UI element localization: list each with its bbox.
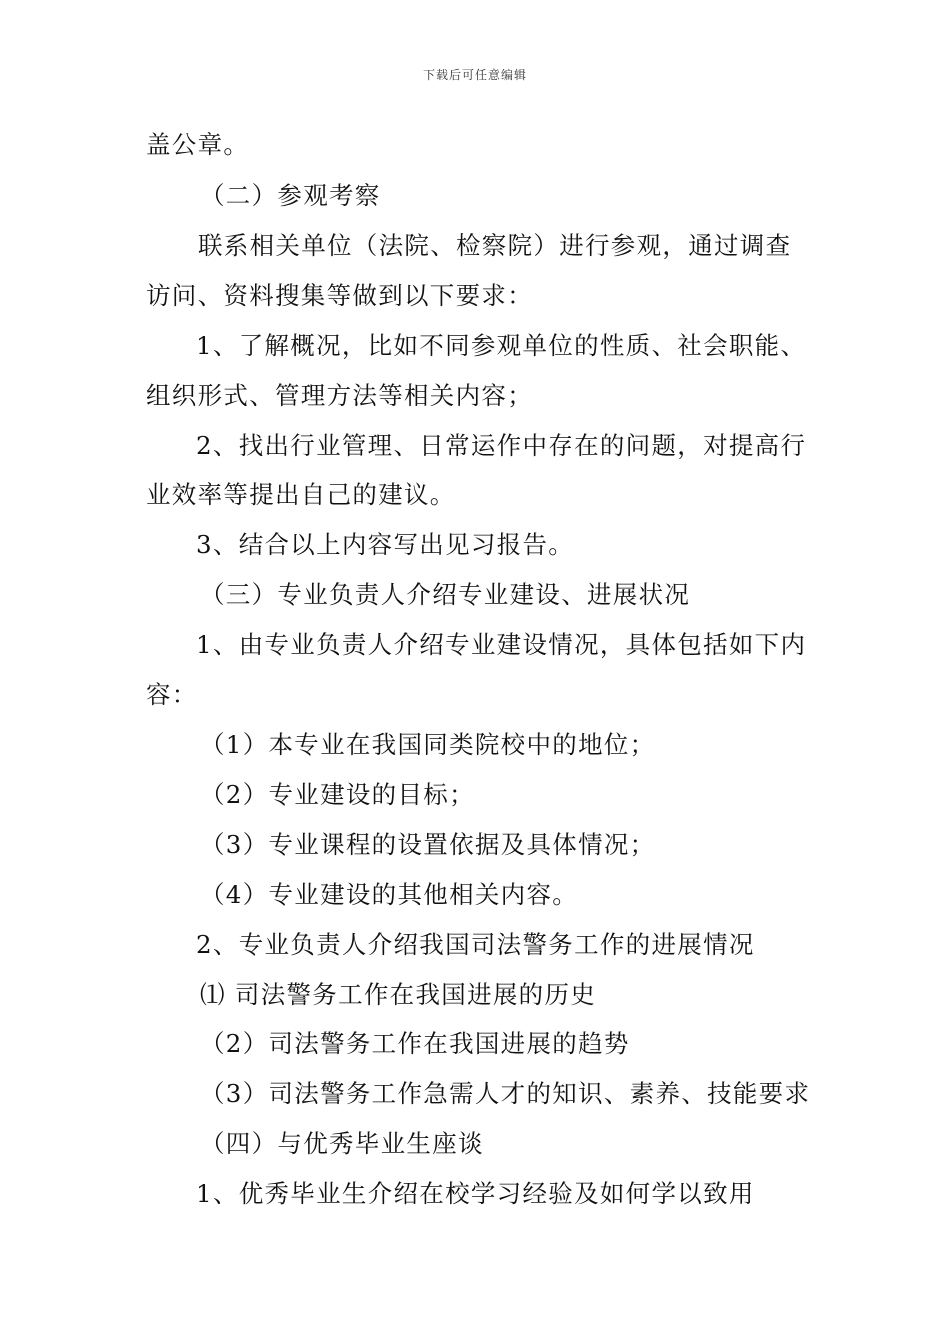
sub-list-item: ⑴ 司法警务工作在我国进展的历史 — [200, 980, 597, 1009]
list-item: 1、了解概况，比如不同参观单位的性质、社会职能、 — [196, 331, 807, 360]
sub-list-item: （1）本专业在我国同类院校中的地位； — [200, 730, 656, 759]
paragraph-line: 盖公章。 — [146, 130, 250, 159]
section-heading: （四）与优秀毕业生座谈 — [200, 1129, 484, 1158]
sub-list-item: （2）专业建设的目标； — [200, 780, 475, 809]
sub-list-item: （2）司法警务工作在我国进展的趋势 — [200, 1029, 630, 1058]
page-header: 下载后可任意编辑 — [422, 68, 527, 82]
list-item: 3、结合以上内容写出见习报告。 — [196, 530, 575, 559]
paragraph-line: 联系相关单位（法院、检察院）进行参观，通过调查 — [198, 231, 792, 260]
sub-list-item: （4）专业建设的其他相关内容。 — [200, 880, 579, 909]
sub-list-item: （3）专业课程的设置依据及具体情况； — [200, 830, 656, 859]
list-item: 2、找出行业管理、日常运作中存在的问题，对提高行 — [196, 431, 807, 460]
paragraph-line: 组织形式、管理方法等相关内容； — [146, 381, 533, 410]
list-item: 1、优秀毕业生介绍在校学习经验及如何学以致用 — [196, 1179, 755, 1208]
paragraph-line: 业效率等提出自己的建议。 — [146, 480, 456, 509]
paragraph-line: 容： — [146, 680, 198, 709]
list-item: 1、由专业负责人介绍专业建设情况，具体包括如下内 — [196, 630, 807, 659]
sub-list-item: （3）司法警务工作急需人才的知识、素养、技能要求 — [200, 1079, 811, 1108]
section-heading: （三）专业负责人介绍专业建设、进展状况 — [200, 580, 691, 609]
list-item: 2、专业负责人介绍我国司法警务工作的进展情况 — [196, 930, 755, 959]
section-heading: （二）参观考察 — [200, 181, 381, 210]
paragraph-line: 访问、资料搜集等做到以下要求： — [146, 281, 533, 310]
